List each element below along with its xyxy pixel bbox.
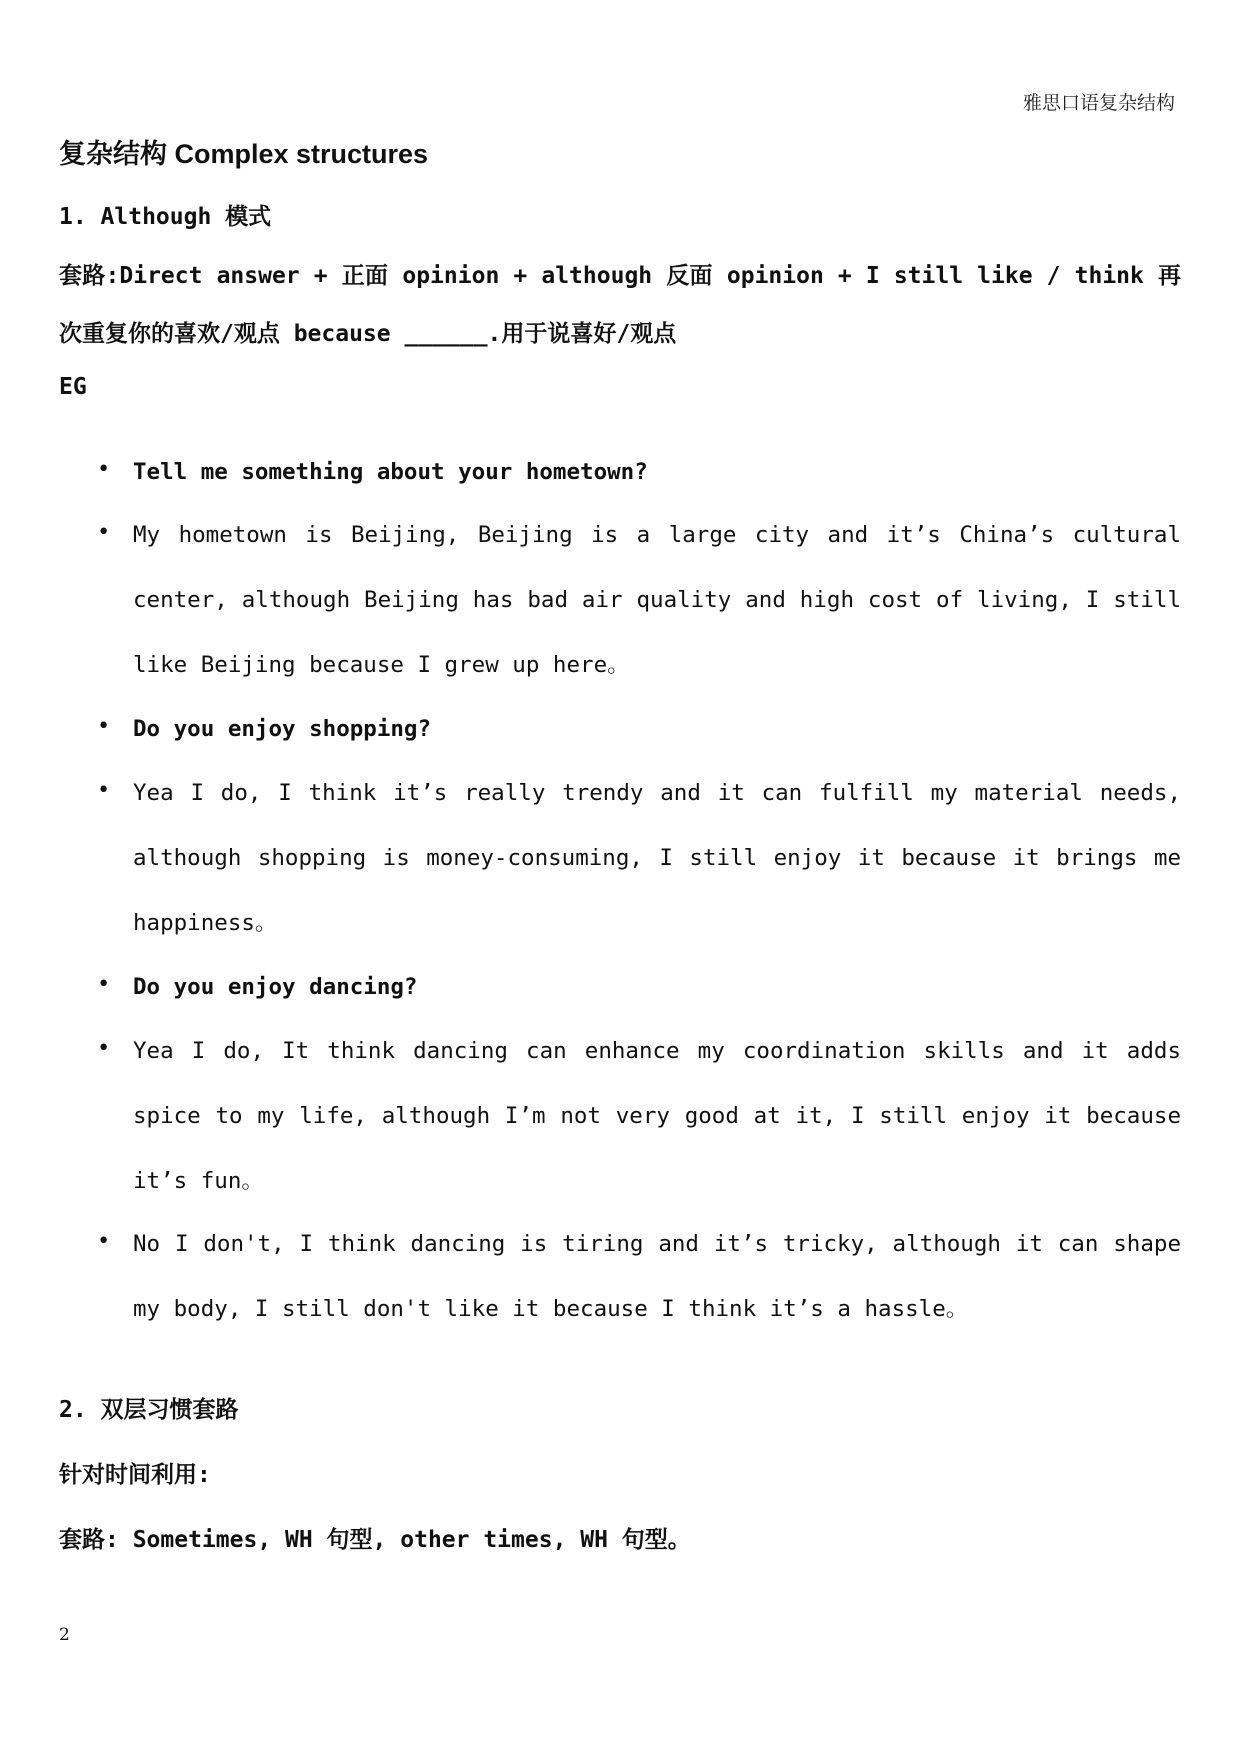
section-2-subheading: 针对时间利用: <box>59 1462 211 1488</box>
section-1-heading: 1. Although 模式 <box>59 204 272 230</box>
question-shopping: Do you enjoy shopping? <box>133 716 432 742</box>
bullet-marker: • <box>97 778 111 803</box>
answer-dancing-no: No I don't, I think dancing is tiring and it’s tricky, although it can shape my body, I still don't like it because I think it’s a hassle。 <box>133 1231 1181 1322</box>
section-1-template-line-1: 套路:Direct answer + 正面 opinion + although 反面 opinion + I still like / think 再 <box>59 263 1181 289</box>
page-header: 雅思口语复杂结构 <box>1022 92 1175 114</box>
answer-shopping: Yea I do, I think it’s really trendy and it can fulfill my material needs, although shopping is money-consuming, I still enjoy it because it brings me happiness。 <box>133 780 1181 936</box>
question-dancing: Do you enjoy dancing? <box>133 974 418 1000</box>
bullet-marker: • <box>97 1036 111 1061</box>
eg-label: EG <box>59 374 87 400</box>
answer-dancing-yes: Yea I do, It think dancing can enhance my coordination skills and it adds spice to my life, although I’m not very good at it, I still enjoy it because it’s fun。 <box>133 1038 1181 1194</box>
question-hometown: Tell me something about your hometown? <box>133 459 648 485</box>
bullet-marker: • <box>97 520 111 545</box>
page-number: 2 <box>59 1625 70 1645</box>
bullet-marker: • <box>97 714 111 739</box>
section-2-template: 套路: Sometimes, WH 句型, other times, WH 句型。 <box>59 1527 691 1553</box>
bullet-marker: • <box>97 457 111 482</box>
answer-hometown: My hometown is Beijing, Beijing is a large city and it’s China’s cultural center, although Beijing has bad air quality and high cost of living, I still like Beijing because I grew up here。 <box>133 522 1181 678</box>
section-1-template-line-2: 次重复你的喜欢/观点 because ______.用于说喜好/观点 <box>59 321 677 347</box>
document-title: 复杂结构 Complex structures <box>59 139 429 169</box>
bullet-marker: • <box>97 1229 111 1254</box>
section-2-heading: 2. 双层习惯套路 <box>59 1397 239 1423</box>
bullet-marker: • <box>97 972 111 997</box>
